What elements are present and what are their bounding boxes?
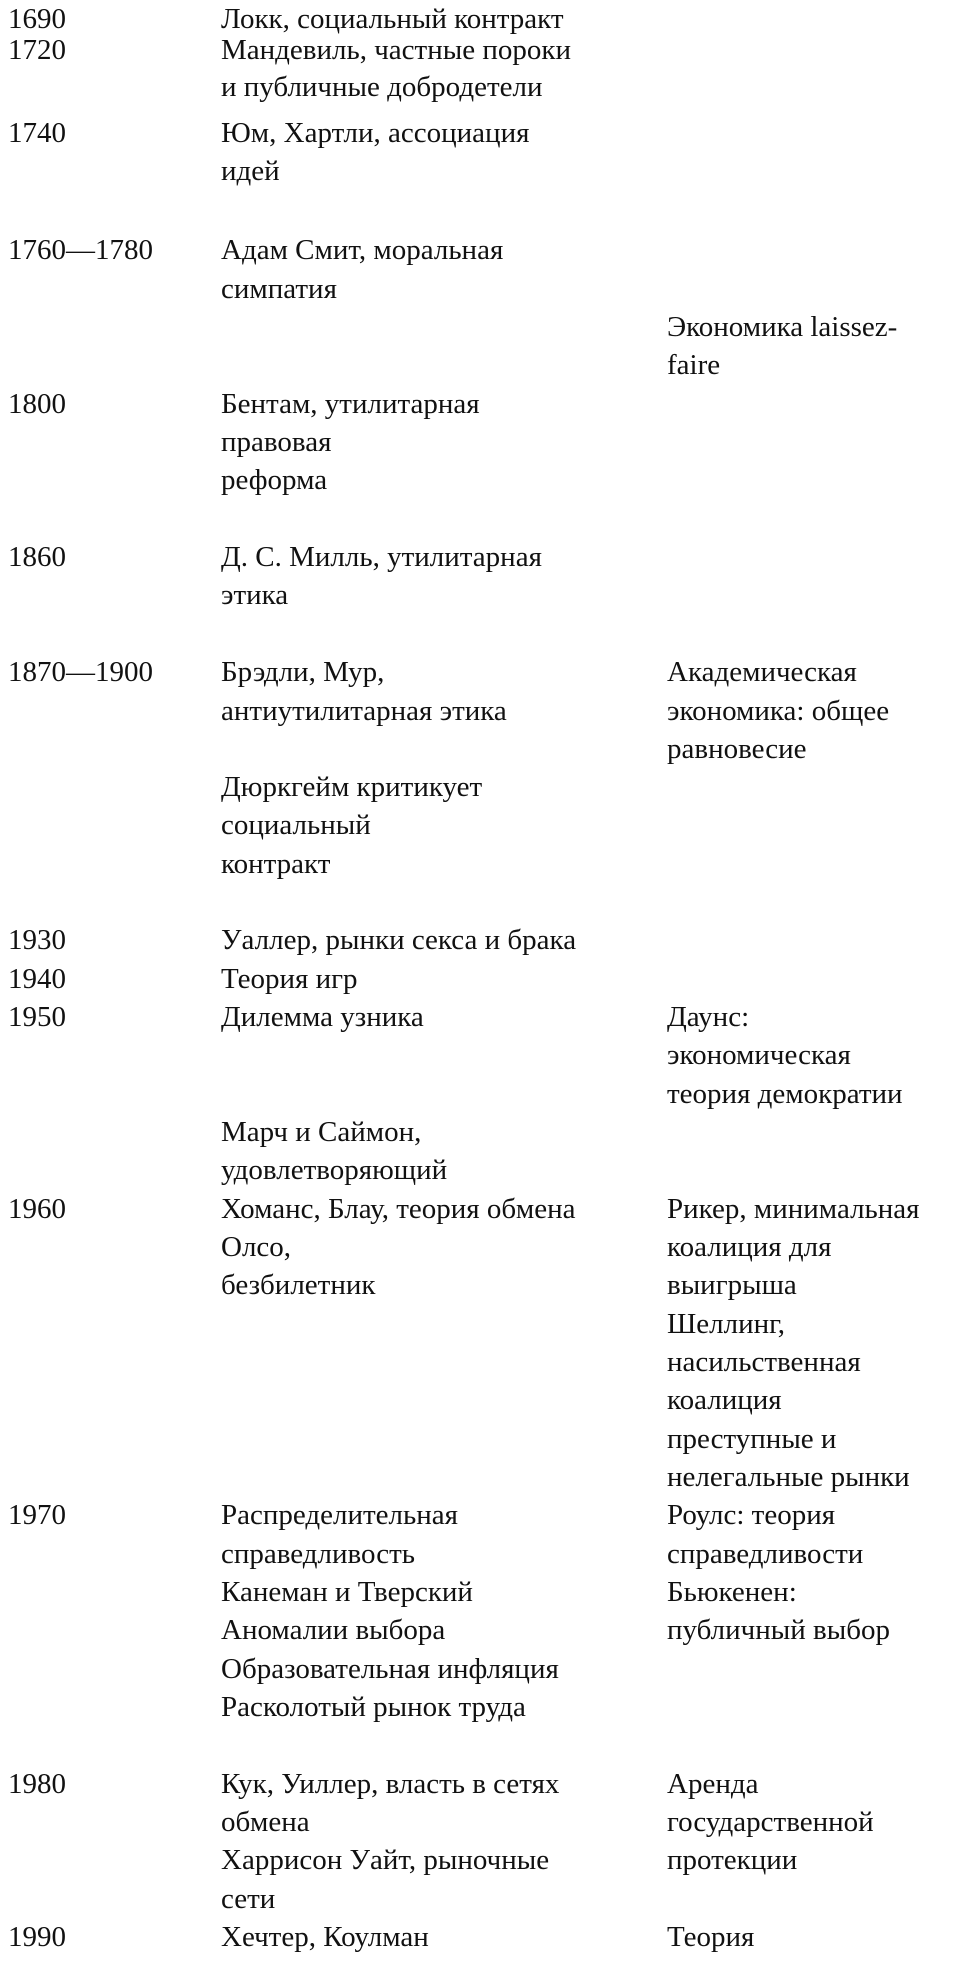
thinker-entry: Бентам, утилитарная bbox=[221, 388, 480, 420]
economics-entry: экономика: общее bbox=[667, 695, 890, 727]
economics-entry: протекции bbox=[667, 1844, 798, 1876]
thinker-entry: Юм, Хартли, ассоциация bbox=[221, 117, 530, 149]
economics-entry: насильственная bbox=[667, 1346, 861, 1378]
thinker-entry: контракт bbox=[221, 848, 331, 880]
economics-entry: faire bbox=[667, 349, 721, 381]
thinker-entry: Дюркгейм критикует bbox=[221, 771, 483, 803]
economics-entry: преступные и bbox=[667, 1423, 837, 1455]
economics-entry: Шеллинг, bbox=[667, 1308, 785, 1340]
thinker-entry: Распределительная bbox=[221, 1499, 458, 1531]
year-label: 1720 bbox=[8, 34, 66, 66]
thinker-entry: социальный bbox=[221, 809, 371, 841]
thinker-entry: справедливость bbox=[221, 1538, 416, 1570]
thinker-entry: Харрисон Уайт, рыночные bbox=[221, 1844, 550, 1876]
thinker-entry: Канеман и Тверский bbox=[221, 1576, 473, 1608]
thinker-entry: Кук, Уиллер, власть в сетях bbox=[221, 1768, 560, 1800]
economics-entry: коалиция для bbox=[667, 1231, 832, 1263]
thinker-entry: этика bbox=[221, 579, 289, 611]
thinker-entry: безбилетник bbox=[221, 1269, 376, 1301]
economics-entry: государственной bbox=[667, 1806, 874, 1838]
thinker-entry: Хечтер, Коулман bbox=[221, 1921, 429, 1953]
thinker-entry: сети bbox=[221, 1883, 276, 1915]
year-label: 1970 bbox=[8, 1499, 66, 1531]
year-label: 1800 bbox=[8, 388, 66, 420]
economics-entry: Аренда bbox=[667, 1768, 759, 1800]
economics-entry: Экономика laissez- bbox=[667, 311, 898, 343]
economics-entry: выигрыша bbox=[667, 1269, 797, 1301]
economics-entry: Рикер, минимальная bbox=[667, 1193, 920, 1225]
thinker-entry: удовлетворяющий bbox=[221, 1154, 448, 1186]
year-label: 1760—1780 bbox=[8, 234, 153, 266]
thinker-entry: Мандевиль, частные пороки bbox=[221, 34, 571, 66]
thinker-entry: и публичные добродетели bbox=[221, 71, 543, 103]
year-label: 1740 bbox=[8, 117, 66, 149]
year-label: 1980 bbox=[8, 1768, 66, 1800]
economics-entry: Теория bbox=[667, 1921, 755, 1953]
economics-entry: нелегальные рынки bbox=[667, 1461, 910, 1493]
thinker-entry: Марч и Саймон, bbox=[221, 1116, 422, 1148]
economics-entry: Даунс: bbox=[667, 1001, 750, 1033]
thinker-entry: антиутилитарная этика bbox=[221, 695, 507, 727]
economics-entry: справедливости bbox=[667, 1538, 864, 1570]
economics-entry: равновесие bbox=[667, 733, 807, 765]
thinker-entry: правовая bbox=[221, 426, 332, 458]
thinker-entry: Олсо, bbox=[221, 1231, 292, 1263]
thinker-entry: Образовательная инфляция bbox=[221, 1653, 559, 1685]
thinker-entry: Расколотый рынок труда bbox=[221, 1691, 526, 1723]
thinker-entry: Адам Смит, моральная bbox=[221, 234, 504, 266]
economics-entry: Роулс: теория bbox=[667, 1499, 836, 1531]
thinker-entry: идей bbox=[221, 155, 280, 187]
year-label: 1990 bbox=[8, 1921, 66, 1953]
thinker-entry: симпатия bbox=[221, 273, 337, 305]
economics-entry: экономическая bbox=[667, 1039, 851, 1071]
thinker-entry: Уаллер, рынки секса и брака bbox=[221, 924, 577, 956]
economics-entry: коалиция bbox=[667, 1384, 782, 1416]
thinker-entry: Локк, социальный контракт bbox=[221, 3, 564, 35]
thinker-entry: Брэдли, Мур, bbox=[221, 656, 385, 688]
year-label: 1940 bbox=[8, 963, 66, 995]
thinker-entry: Хоманс, Блау, теория обмена bbox=[221, 1193, 576, 1225]
year-label: 1690 bbox=[8, 3, 66, 35]
thinker-entry: Теория игр bbox=[221, 963, 358, 995]
year-label: 1960 bbox=[8, 1193, 66, 1225]
thinker-entry: Д. С. Милль, утилитарная bbox=[221, 541, 542, 573]
thinker-entry: реформа bbox=[221, 464, 328, 496]
economics-entry: Бьюкенен: bbox=[667, 1576, 797, 1608]
economics-entry: теория демократии bbox=[667, 1078, 903, 1110]
thinker-entry: Аномалии выбора bbox=[221, 1614, 446, 1646]
year-label: 1930 bbox=[8, 924, 66, 956]
thinker-entry: Дилемма узника bbox=[221, 1001, 424, 1033]
year-label: 1870—1900 bbox=[8, 656, 153, 688]
economics-entry: Академическая bbox=[667, 656, 857, 688]
economics-entry: публичный выбор bbox=[667, 1614, 890, 1646]
thinker-entry: обмена bbox=[221, 1806, 310, 1838]
year-label: 1950 bbox=[8, 1001, 66, 1033]
year-label: 1860 bbox=[8, 541, 66, 573]
